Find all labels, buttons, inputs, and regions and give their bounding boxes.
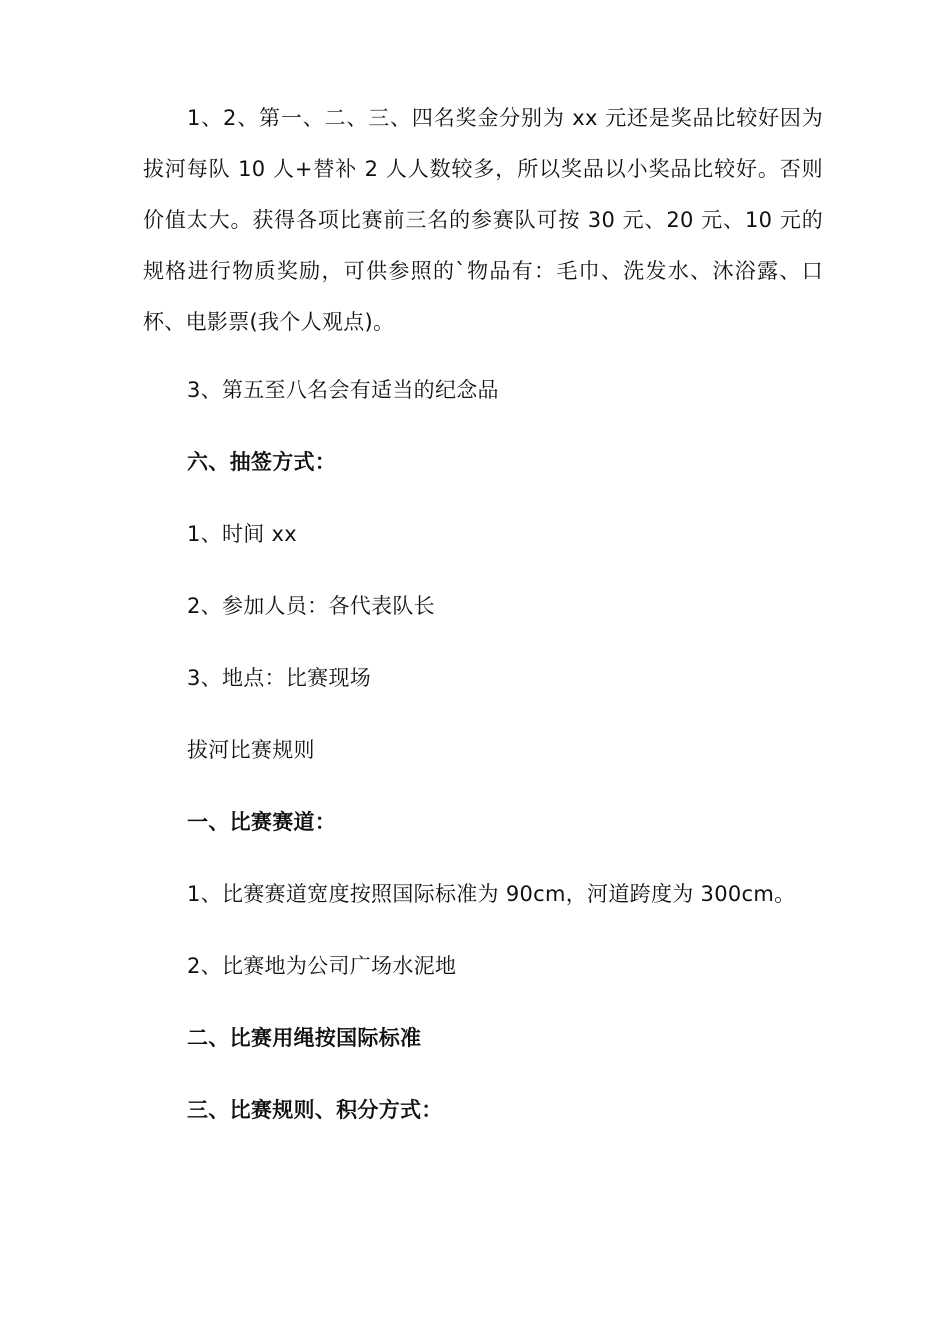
prize-paragraph: 1、2、第一、二、三、四名奖金分别为 xx 元还是奖品比较好因为拔河每队 10 人+替补 2 人人数较多，所以奖品以小奖品比较好。否则价值太大。获得各项比赛前三名的参赛队可按 30 元、20 元、10 元的规格进行物质奖励，可供参照的`物品有：毛巾、洗发水、沐浴露、口杯、电影票(我个人观点)。: [143, 106, 823, 334]
section-6-heading: 六、抽签方式：: [187, 450, 337, 474]
section-2-heading: 二、比赛用绳按国际标准: [187, 1026, 422, 1050]
draw-time-line: 1、时间 xx: [187, 522, 297, 546]
section-1-heading: 一、比赛赛道：: [187, 810, 337, 834]
souvenir-line: 3、第五至八名会有适当的纪念品: [187, 378, 499, 402]
draw-location-line: 3、地点：比赛现场: [187, 666, 372, 690]
draw-participants-line: 2、参加人员：各代表队长: [187, 594, 435, 618]
section-3-heading: 三、比赛规则、积分方式：: [187, 1098, 443, 1122]
track-width-line: 1、比赛赛道宽度按照国际标准为 90cm，河道跨度为 300cm。: [187, 882, 796, 906]
rules-title: 拔河比赛规则: [187, 738, 315, 762]
track-venue-line: 2、比赛地为公司广场水泥地: [187, 954, 457, 978]
